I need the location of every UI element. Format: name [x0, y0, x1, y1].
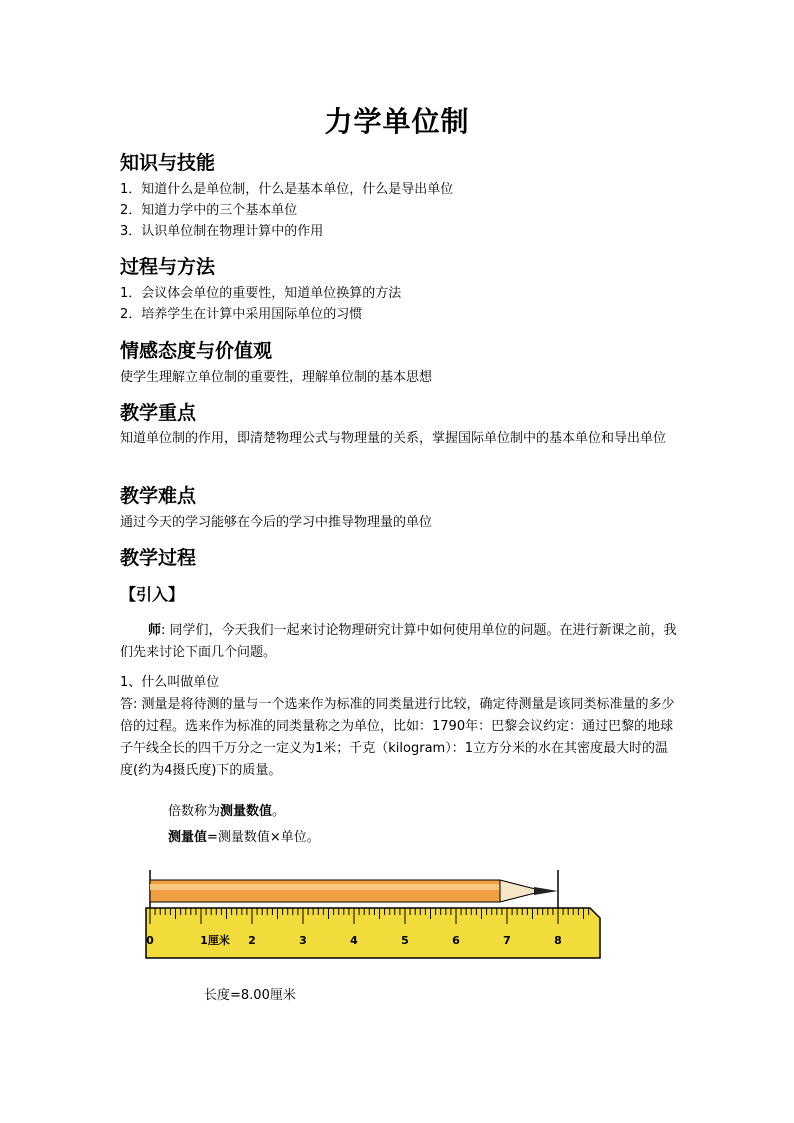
- ruler-label: 4: [350, 934, 358, 947]
- list-item: 2．培养学生在计算中采用国际单位的习惯: [120, 307, 363, 322]
- measure-number-line: [168, 802, 285, 822]
- list-item: 1．会议体会单位的重要性，知道单位换算的方法: [120, 286, 402, 301]
- section-text: 通过今天的学习能够在今后的学习中推导物理量的单位: [120, 515, 433, 530]
- figure-caption: 长度=8.00厘米: [204, 988, 296, 1003]
- heading-process: 过程与方法: [120, 256, 216, 278]
- ruler-label: 8: [554, 934, 562, 947]
- list-item: 2．知道力学中的三个基本单位: [120, 203, 298, 218]
- question-1: 1、什么叫做单位: [120, 675, 220, 690]
- teacher-label: 师: [148, 623, 162, 638]
- heading-knowledge: 知识与技能: [120, 152, 216, 174]
- pencil-body: [150, 880, 500, 902]
- text-span: 。: [272, 804, 286, 819]
- teacher-text: : 同学们，今天我们一起来讨论物理研究计算中如何使用单位的问题。在进行新课之前，我们先来讨论下面几个问题。: [120, 623, 677, 660]
- page-title: 力学单位制: [324, 105, 470, 138]
- pencil-icon: [150, 880, 558, 902]
- bold-term: 测量值: [168, 830, 208, 845]
- heading-teaching-process: 教学过程: [120, 547, 197, 569]
- measure-value-line: [168, 828, 320, 848]
- ruler-label: 5: [401, 934, 409, 947]
- bold-term: 测量数值: [220, 804, 273, 819]
- section-text: 使学生理解立单位制的重要性，理解单位制的基本思想: [120, 370, 433, 385]
- ruler-body: [146, 908, 600, 958]
- list-item: 3．认识单位制在物理计算中的作用: [120, 224, 324, 239]
- ruler-figure: [138, 862, 618, 972]
- ruler-label: 2: [248, 934, 256, 947]
- text-span: =测量数值×单位。: [207, 830, 320, 845]
- ruler-illustration: [138, 862, 618, 972]
- list-item: 1．知道什么是单位制，什么是基本单位，什么是导出单位: [120, 182, 454, 197]
- ruler-label: 7: [503, 934, 511, 947]
- ruler-label: 3: [299, 934, 307, 947]
- heading-key-points: 教学重点: [120, 402, 197, 424]
- pencil-lead: [534, 887, 558, 895]
- ruler-label: 1厘米: [200, 934, 230, 947]
- answer-paragraph: 答: 测量是将待测的量与一个选来作为标准的同类量进行比较，确定待测量是该同类标准量的多少倍的过程。选来作为标准的同类量称之为单位，比如：1790年：巴黎会议约定：通过巴黎的地球子午线全长的四千万分之一定义为1米；千克（kilogram）：1立方分米的水在其密度最大时的温度(约为4摄氏度)下的质量。: [120, 697, 675, 778]
- text-span: 倍数称为: [168, 804, 221, 819]
- intro-heading: 【引入】: [120, 585, 185, 604]
- section-text: 知道单位制的作用，即清楚物理公式与物理量的关系，掌握国际单位制中的基本单位和导出单位: [120, 431, 667, 446]
- teacher-paragraph: [120, 620, 680, 664]
- ruler-label: 6: [452, 934, 460, 947]
- ruler-label: 0: [146, 934, 154, 947]
- heading-attitude: 情感态度与价值观: [120, 340, 273, 362]
- pencil-highlight: [150, 884, 500, 890]
- heading-difficulties: 教学难点: [120, 485, 197, 507]
